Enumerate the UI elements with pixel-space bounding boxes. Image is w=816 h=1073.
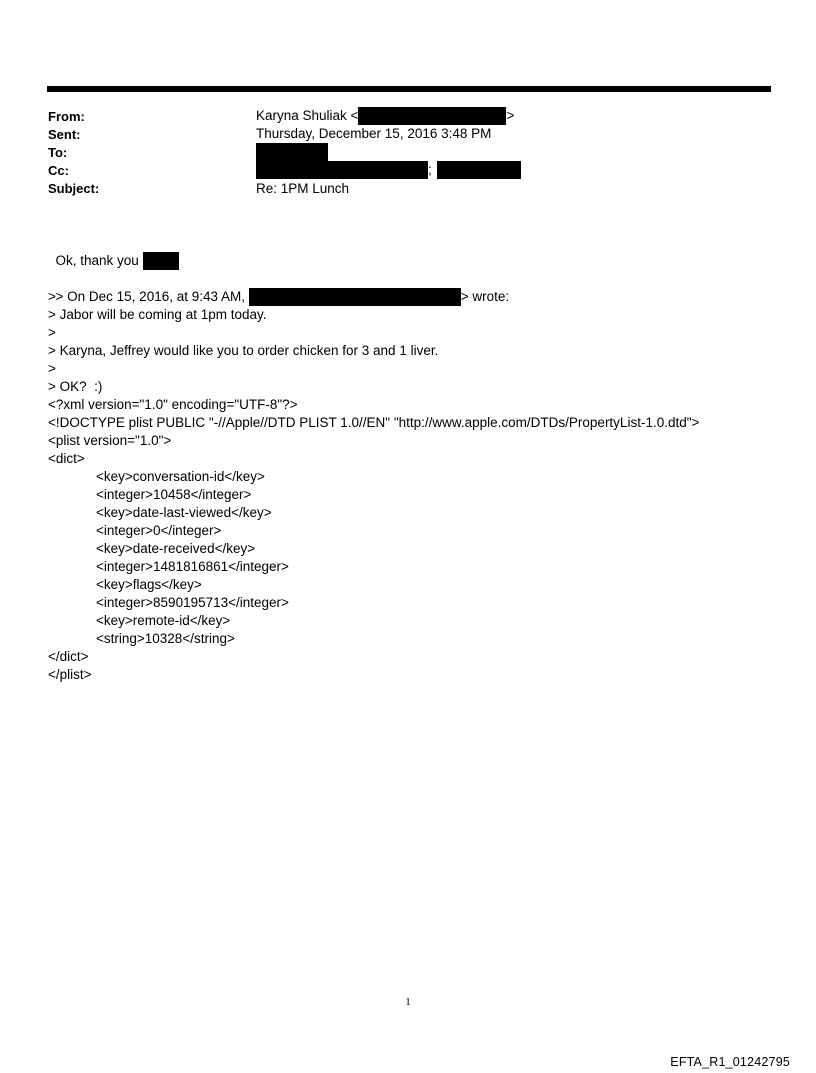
- redacted-greeting-name: [143, 252, 179, 270]
- plist-line: <!DOCTYPE plist PUBLIC "-//Apple//DTD PLIST 1.0//EN" "http://www.apple.com/DTDs/PropertyList-1.0.dtd">: [48, 415, 700, 430]
- dict-entry: <key>date-last-viewed</key>: [96, 505, 272, 520]
- dict-entry: <key>conversation-id</key>: [96, 469, 265, 484]
- quoted-line: > Jabor will be coming at 1pm today.: [48, 307, 267, 322]
- sender-name: Karyna Shuliak <: [256, 108, 359, 123]
- dict-entry: <integer>10458</integer>: [96, 487, 252, 502]
- redacted-email: [358, 107, 506, 125]
- plist-line: <dict>: [48, 451, 85, 466]
- quoted-line: >: [48, 325, 56, 340]
- redacted-quoted-sender: [249, 288, 461, 306]
- page-number: 1: [405, 996, 411, 1008]
- cc-label: Cc:: [48, 163, 69, 178]
- from-value: [256, 107, 514, 125]
- sent-label: Sent:: [48, 127, 81, 142]
- redacted-cc-1: [256, 161, 428, 179]
- subject-value: Re: 1PM Lunch: [256, 181, 350, 196]
- dict-entry: <integer>8590195713</integer>: [96, 595, 289, 610]
- quoted-line: >: [48, 289, 56, 304]
- redacted-cc-2: [437, 161, 521, 179]
- header-rule: [47, 86, 771, 92]
- greeting-line: [48, 234, 179, 270]
- sent-value: Thursday, December 15, 2016 3:48 PM: [256, 126, 492, 141]
- quoted-line: >: [48, 361, 56, 376]
- from-label: From:: [48, 109, 85, 124]
- quote-intro-prefix: > On Dec 15, 2016, at 9:43 AM,: [55, 289, 246, 304]
- cc-value: [256, 161, 521, 179]
- greeting-text: Ok, thank you: [55, 253, 139, 268]
- subject-label: Subject:: [48, 181, 100, 196]
- dict-entry: <integer>1481816861</integer>: [96, 559, 289, 574]
- bates-number: EFTA_R1_01242795: [670, 1055, 790, 1069]
- quote-intro-suffix: > wrote:: [460, 289, 510, 304]
- dict-entry: <key>flags</key>: [96, 577, 202, 592]
- plist-line: <?xml version="1.0" encoding="UTF-8"?>: [48, 397, 298, 412]
- from-suffix: >: [506, 108, 515, 123]
- quote-intro-line: [48, 270, 509, 306]
- plist-line: <plist version="1.0">: [48, 433, 172, 448]
- dict-entry: <key>date-received</key>: [96, 541, 256, 556]
- redacted-recipient: [256, 143, 328, 161]
- closing-line: </dict>: [48, 649, 89, 664]
- to-label: To:: [48, 145, 68, 160]
- dict-entry: <key>remote-id</key>: [96, 613, 231, 628]
- cc-separator: ;: [428, 162, 432, 177]
- dict-entry: <string>10328</string>: [96, 631, 235, 646]
- to-value: [256, 143, 328, 161]
- quoted-line: > Karyna, Jeffrey would like you to order chicken for 3 and 1 liver.: [48, 343, 439, 358]
- quoted-line: > OK? :): [48, 379, 103, 394]
- dict-entry: <integer>0</integer>: [96, 523, 222, 538]
- closing-line: </plist>: [48, 667, 92, 682]
